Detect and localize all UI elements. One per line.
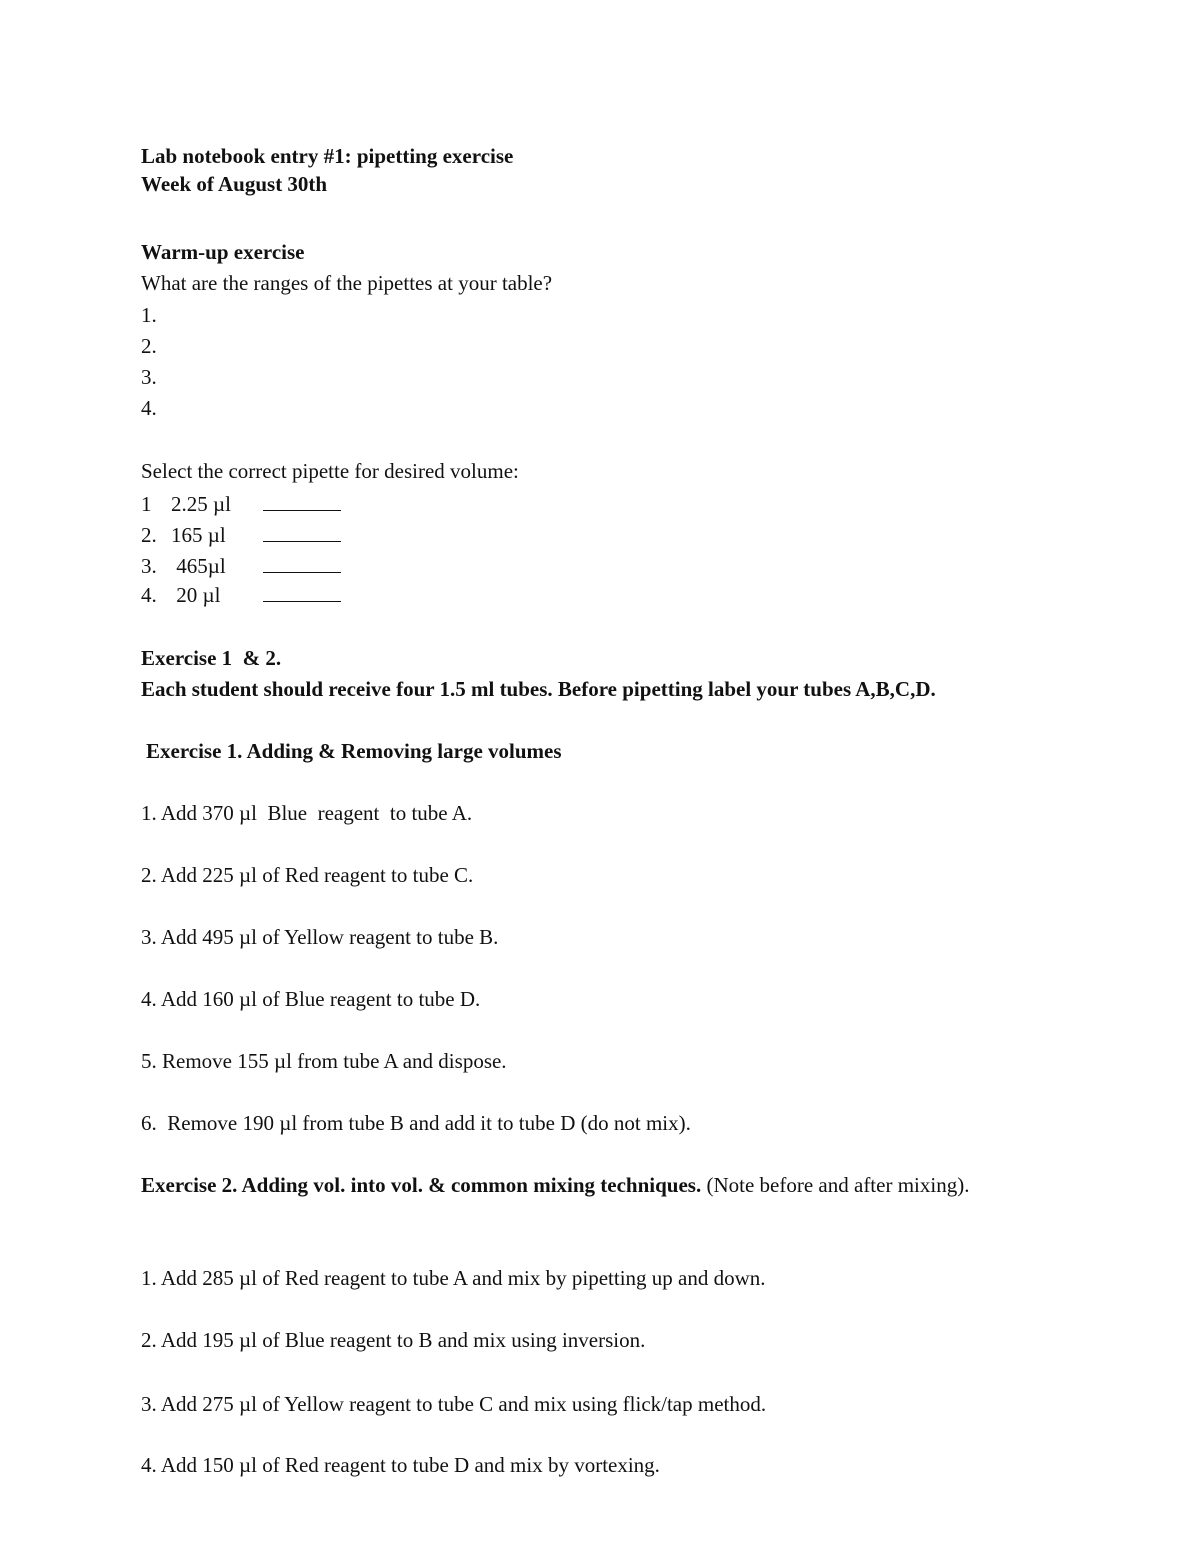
answer-blank[interactable] <box>263 583 341 602</box>
volume-value: 20 µl <box>171 583 221 607</box>
volume-row <box>141 523 341 546</box>
volume-number: 3. <box>141 554 157 578</box>
exercise1-step: 5. Remove 155 µl from tube A and dispose. <box>141 1049 507 1073</box>
exercise2-note: (Note before and after mixing). <box>701 1173 970 1197</box>
volume-row <box>141 554 341 577</box>
exercise1-step: 6. Remove 190 µl from tube B and add it to tube D (do not mix). <box>141 1111 691 1135</box>
exercise1-step: 2. Add 225 µl of Red reagent to tube C. <box>141 863 474 887</box>
exercises-instructions: Each student should receive four 1.5 ml tubes. Before pipetting label your tubes A,B,C,D. <box>141 677 936 701</box>
range-item-4: 4. <box>141 396 157 420</box>
entry-title: Lab notebook entry #1: pipetting exercise <box>141 144 514 168</box>
volume-row <box>141 583 341 606</box>
volume-value: 165 µl <box>171 523 226 547</box>
warmup-heading: Warm-up exercise <box>141 240 305 264</box>
exercise1-step: 3. Add 495 µl of Yellow reagent to tube B. <box>141 925 499 949</box>
volume-value: 2.25 µl <box>171 492 231 516</box>
range-item-3: 3. <box>141 365 157 389</box>
volume-number: 2. <box>141 523 157 547</box>
answer-blank[interactable] <box>263 523 341 542</box>
volume-number: 4. <box>141 583 157 607</box>
week-label: Week of August 30th <box>141 172 328 196</box>
select-prompt: Select the correct pipette for desired volume: <box>141 459 519 483</box>
exercise2-step: 2. Add 195 µl of Blue reagent to B and mix using inversion. <box>141 1328 646 1352</box>
exercises-heading: Exercise 1 & 2. <box>141 646 282 670</box>
exercise1-step: 4. Add 160 µl of Blue reagent to tube D. <box>141 987 481 1011</box>
volume-row <box>141 492 341 515</box>
range-item-1: 1. <box>141 303 157 327</box>
exercise1-heading: Exercise 1. Adding & Removing large volumes <box>146 739 562 763</box>
answer-blank[interactable] <box>263 492 341 511</box>
range-item-2: 2. <box>141 334 157 358</box>
exercise2-step: 3. Add 275 µl of Yellow reagent to tube C and mix using flick/tap method. <box>141 1392 767 1416</box>
volume-number: 1 <box>141 492 152 516</box>
volume-value: 465µl <box>171 554 226 578</box>
exercise2-step: 4. Add 150 µl of Red reagent to tube D and mix by vortexing. <box>141 1453 660 1477</box>
warmup-question: What are the ranges of the pipettes at your table? <box>141 271 553 295</box>
answer-blank[interactable] <box>263 554 341 573</box>
exercise2-intro <box>141 1169 1001 1201</box>
exercise2-step: 1. Add 285 µl of Red reagent to tube A and mix by pipetting up and down. <box>141 1266 766 1290</box>
exercise2-heading: Exercise 2. Adding vol. into vol. & common mixing techniques. <box>141 1173 702 1197</box>
exercise1-step: 1. Add 370 µl Blue reagent to tube A. <box>141 801 473 825</box>
